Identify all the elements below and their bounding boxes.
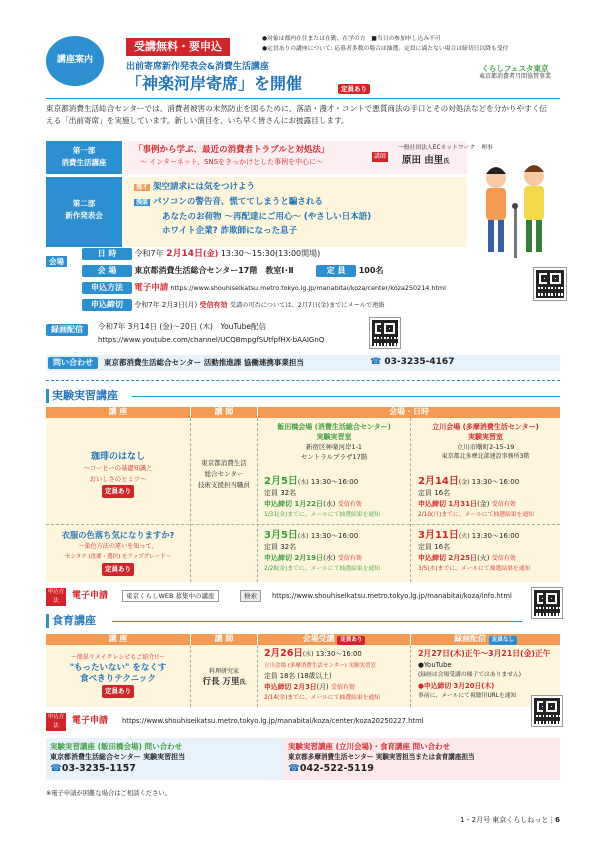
contact-phone[interactable]: ☎ 03-3235-4167 [370, 357, 455, 367]
venue-deadline-row: 申込締切 令和7年 2月3日(月) 受信有効 受講の可否については、2月7日(金)までにメールで連絡 [82, 299, 542, 313]
lecturer-name: 原田 由里氏 [402, 155, 450, 166]
venue-method-row: 申込方法 電子申請 https://www.shouhiseikatsu.metro.tokyo.lg.jp/manabitai/koza/center/koza250214.html [82, 282, 542, 296]
course-coffee: 珈琲のはなし ～コーヒーの基礎知識と おいしさのヒミツ～ 定員あり [46, 452, 190, 498]
clothing-iidabashi: 3月5日(水) 13:30～16:00 定員 32名 申込締切 2月19日(水) 受信有効 2/28(金)までに、メールにて抽選結果を通知 [264, 530, 380, 572]
video-qr-code[interactable] [370, 318, 400, 348]
part2-item-4: ホワイト企業? 詐欺師になった息子 [162, 226, 298, 236]
exp-qr-code[interactable] [532, 588, 562, 618]
food-title-rule [112, 621, 522, 622]
free-banner: 受講無料・要申込 [126, 38, 230, 56]
contact-iidabashi: 実験実習講座 (飯田橋会場) 問い合わせ 東京都消費生活総合センター 実験実習担当 ☎03-3235-1157 [46, 738, 296, 780]
coffee-iidabashi: 2月5日(水) 13:30～16:00 定員 32名 申込締切 1月22日(水) 受信有効 1/31(金)までに、メールにて抽選結果を通知 [264, 476, 380, 518]
course-badge [46, 36, 104, 86]
food-teacher: 料理研究家 行長 万里氏 [202, 668, 246, 687]
contact-org: 東京都消費生活総合センター 活動推進課 協働連携事業担当 [104, 358, 304, 367]
food-onsite: 2月26日(水) 13:30～16:00 立川会場 (多摩消費生活センター) 実験実習室 定員 18名 (18歳以上) 申込締切 2月3日(月) 受信有効 2/14(金)までに、メールにて抽選結果を通知 [264, 648, 380, 701]
top-notes [262, 34, 562, 54]
food-head-venue: 会場受講 定員あり [258, 634, 410, 645]
coffee-tachikawa: 2月14日(金) 13:30～16:00 定員 16名 申込締切 1月31日(金) 受信有効 2/10(月)までに、メールにて抽選結果を通知 [418, 476, 534, 518]
part1-title: 「事例から学ぶ、最近の消費者トラブルと対処法」 [134, 145, 330, 155]
section-divider [46, 380, 560, 381]
clothing-tachikawa: 3月11日(火) 13:30～16:00 定員 16名 申込締切 2月25日(火) 受信有効 3/5(水)までに、メールにて抽選結果を通知 [418, 530, 531, 572]
venue-place-row: 会 場 東京都消費生活総合センター17階 教室Ⅰ･Ⅱ 定 員 100名 [82, 265, 462, 279]
intro-text: 東京都消費生活総合センターでは、消費者被害の未然防止を図るために、落語・漫才・コントで悪質商法の手口とその対処法などを分かりやすく伝える「出前寄席」を実施しています。新しい演目を、いち早く皆さんにお披露目します。 [46, 104, 547, 125]
food-head-course: 講 座 [46, 634, 190, 645]
food-head-video: 録画配信 定員なし [411, 634, 560, 645]
exp-search-box[interactable]: 東京くらしWEB 募集中の講座 [122, 590, 219, 602]
exp-hline [46, 524, 560, 525]
venue-apply-link[interactable]: https://www.shouhiseikatsu.metro.tokyo.lg.jp/manabitai/koza/center/koza250214.html [170, 284, 446, 292]
contact-tachikawa-phone[interactable]: ☎042-522-5119 [288, 763, 374, 774]
exp-teacher: 東京都消費生活 総合センター 技術支援担当職員 [198, 459, 250, 489]
exp-vline-1 [190, 418, 191, 582]
food-vline-3 [410, 645, 411, 707]
footnote: ※電子申請が困難な場合はご相談ください。 [46, 790, 171, 797]
page-number: 6 [555, 816, 560, 824]
note-2: ●定員ありの講座について: 応募者多数の場合は抽選。定員に満たない場合は締切日以降も受付 [262, 46, 509, 52]
lecturer-tag: 講師 [374, 153, 387, 160]
venue-date-row: 日 時 令和7年 2月14日(金) 13:30～15:30(13:00開場) [82, 248, 462, 262]
part2-label: 第二部 新作発表会 [46, 177, 122, 247]
top-divider [46, 98, 560, 99]
part2-item-3: あなたのお荷物 ～再配達にご用心～ (やさしい日本語) [162, 212, 372, 222]
venue2-head: 立川会場 (多摩消費生活センター) 実験実習室 立川市曙町2-15-19 東京都北多摩北部建設事務所3階 [432, 423, 539, 460]
badge-text: 講座案内 [56, 55, 93, 66]
food-head-teacher: 講 師 [191, 634, 257, 645]
exp-head-course: 講 座 [46, 407, 190, 418]
food-apply-link[interactable]: https://www.shouhiseikatsu.metro.tokyo.lg.jp/manabitai/koza/center/koza20250227.html [122, 717, 424, 725]
food-qr-code[interactable] [532, 696, 562, 726]
exp-title-rule [132, 396, 560, 397]
contact-tachikawa: 実験実習講座 (立川会場)・食育講座 問い合わせ 東京都多摩消費生活センター 実験実習担当または食育講座担当 ☎042-522-5119 [284, 738, 560, 780]
contact-iidabashi-phone[interactable]: ☎03-3235-1157 [50, 763, 136, 774]
exp-head-venue: 会場・日時 [258, 407, 560, 418]
exp-search-button[interactable]: 検索 [240, 590, 261, 602]
lecturer-org: 一般社団法人ECネットワーク 理事 [398, 145, 493, 151]
venue-qr-code[interactable] [534, 268, 566, 300]
performers-illustration [470, 150, 562, 270]
food-section-title: 食育講座 [46, 614, 96, 628]
part1-label: 第一部 消費生活講座 [46, 141, 122, 174]
exp-head-teacher: 講 師 [191, 407, 257, 418]
part2-item-1: 漫才 架空請求には気をつけよう [136, 182, 255, 192]
exp-apply-link[interactable]: https://www.shouhiseikatsu.metro.tokyo.lg.jp/manabitai/koza/info.html [272, 592, 512, 600]
food-course: ～簡単リメイクレシピもご紹介!!～ "もったいない" をなくす 食べきりテクニック 定員あり [46, 652, 190, 698]
course-clothing: 衣服の色落ち気になりますか? ～染色方法の違いを知って、 センタク (洗濯・選択) をアップグレード～ 定員あり [46, 530, 190, 576]
page-footer: 1・2月号 東京くらしねっと | 6 [460, 816, 560, 824]
note-1: ●対象は都内在住または在勤、在学の方 ■当日の参加申し込み不可 [262, 36, 441, 42]
capacity-tag: 定員あり [338, 84, 370, 94]
video-link[interactable]: https://www.youtube.com/channel/UCQBmpgfSUtfpfHX-bAAIGnQ [98, 336, 325, 344]
video-block: 録画配信 令和7年 3月14日 (金)～20日 (木) YouTube配信 https://www.youtube.com/channel/UCQBmpgfSUtfpfHX-bAAIGnQ [46, 318, 366, 352]
exp-section-title: 実験実習講座 [46, 389, 118, 403]
part2-list [134, 180, 464, 238]
part1-subtitle: ～ インターネット、SNSをきっかけとした事例を中心に～ [140, 158, 324, 166]
event-title: 「神楽河岸寄席」を開催 [126, 74, 303, 93]
food-video: 2月27日(木)正午～3月21日(金)正午 ●YouTube (録画は会場受講の様子ではありません) ●申込締切 3月20日(木) 事前に、メールにて視聴用URLを通知 [418, 649, 551, 699]
food-apply-row: 申込方法 電子申請 https://www.shouhiseikatsu.metro.tokyo.lg.jp/manabitai/koza/center/koza20250227.html [47, 714, 424, 729]
food-vline-2 [257, 645, 258, 707]
contact-label: 問い合わせ [48, 357, 98, 369]
exp-apply-row: 申込方法 電子申請 東京くらしWEB 募集中の講座 検索 https://www.shouhiseikatsu.metro.tokyo.lg.jp/manabitai/koza/info.html [47, 589, 512, 604]
part2-item-2: 漫談 パソコンの警告音、慌ててしまうと騙される [136, 197, 323, 207]
festa-logo: くらしフェスタ東京 東京都消費者月間協賛事業 [478, 64, 551, 81]
venue-tag: 会場 [46, 256, 67, 267]
event-subtitle: 出前寄席新作発表会&消費生活講座 [126, 62, 269, 72]
venue1-head: 飯田橋会場 (消費生活総合センター) 実験実習室 新宿区神楽河岸1-1 セントラルプラザ17階 [277, 423, 391, 461]
